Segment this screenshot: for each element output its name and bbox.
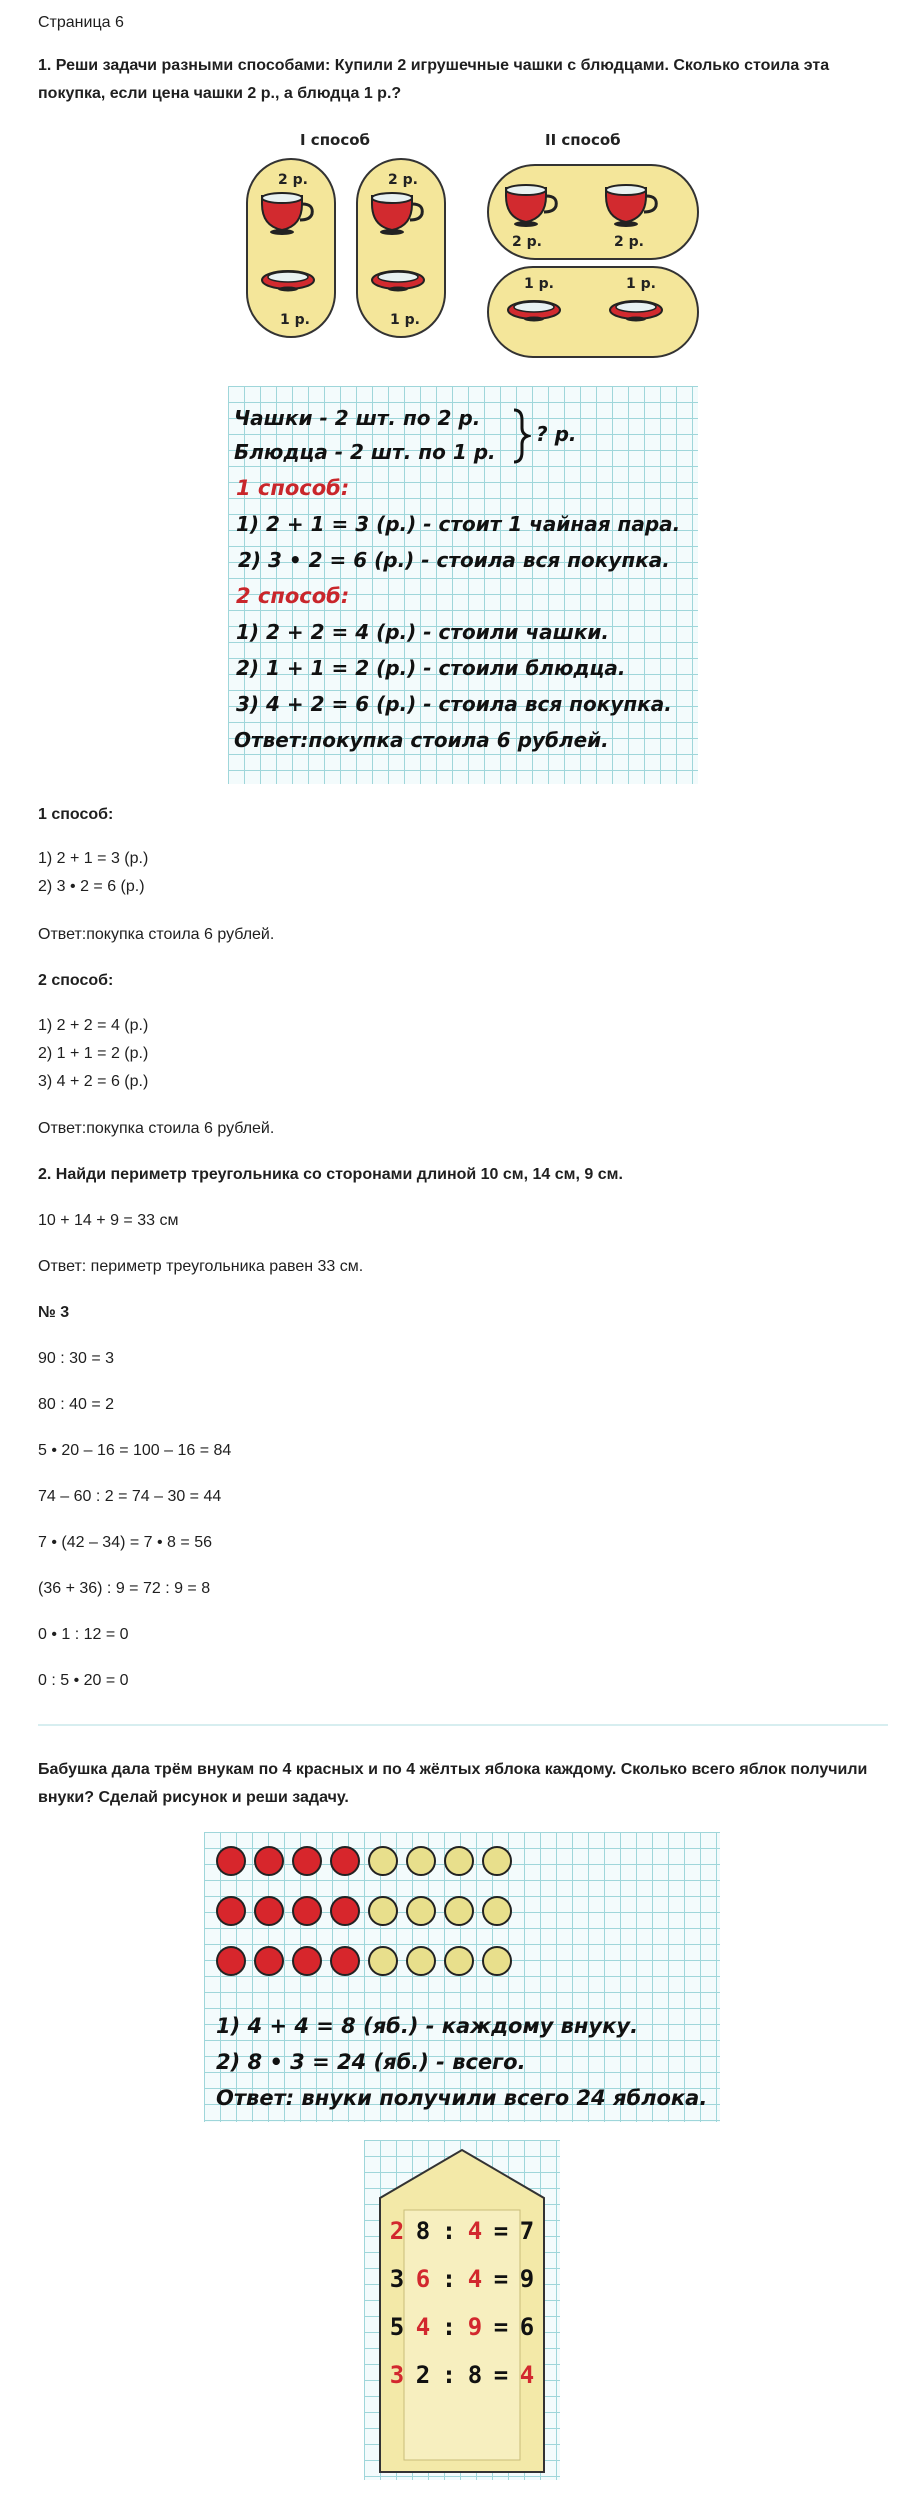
task1-question: 1. Реши задачи разными способами: Купили 2 игрушечные чашки с блюдцами. Сколько стоила эта покупка, если цена чашки 2 р., а блюдца 1 р.? <box>38 57 830 102</box>
red-apple-icon <box>216 1896 246 1926</box>
puzzle-cell: 7 <box>519 2217 535 2245</box>
saucer-icon <box>262 271 314 292</box>
price-label: 2 р. <box>614 234 644 250</box>
task2-answer: Ответ: периметр треугольника равен 33 см. <box>38 1258 364 1275</box>
puzzle-cell: 9 <box>467 2313 483 2341</box>
yellow-apple-icon <box>368 1946 398 1976</box>
apples-notebook <box>204 1832 720 2122</box>
puzzle-cell: 8 <box>415 2217 431 2245</box>
puzzle-cell: 4 <box>415 2313 431 2341</box>
puzzle-cell: 2 <box>389 2217 405 2245</box>
task2-question: 2. Найди периметр треугольника со сторонами длиной 10 см, 14 см, 9 см. <box>38 1166 623 1183</box>
notebook-answer: Ответ:покупка стоила 6 рублей. <box>234 728 609 752</box>
notebook-way1-title: 1 способ: <box>236 476 350 500</box>
puzzle-cell: 4 <box>467 2217 483 2245</box>
way2-line: 1) 2 + 2 = 4 (р.) <box>38 1017 149 1034</box>
puzzle-cell: 8 <box>467 2361 483 2389</box>
picture-label-way2: II способ <box>545 131 621 149</box>
red-apple-icon <box>216 1846 246 1876</box>
picture-label-way1: I способ <box>300 131 371 149</box>
task3-line: 7 • (42 – 34) = 7 • 8 = 56 <box>38 1534 212 1551</box>
puzzle-cell: = <box>493 2361 509 2389</box>
cup-icon <box>506 185 556 227</box>
brace-icon <box>511 408 531 464</box>
saucer-icon <box>610 301 662 322</box>
notebook-line: 2) 1 + 1 = 2 (р.) - стоили блюдца. <box>236 656 626 680</box>
red-apple-icon <box>330 1946 360 1976</box>
notebook-solution <box>228 386 698 784</box>
way1-line: 2) 3 • 2 = 6 (р.) <box>38 878 145 895</box>
puzzle-cell: : <box>441 2265 457 2293</box>
puzzle-cell: 6 <box>415 2265 431 2293</box>
task4-answer: Ответ: внуки получили всего 24 яблока. <box>216 2086 708 2110</box>
cups-drawing <box>0 0 924 380</box>
red-apple-icon <box>216 1946 246 1976</box>
puzzle-cell: 3 <box>389 2361 405 2389</box>
notebook-line: 3) 4 + 2 = 6 (р.) - стоила вся покупка. <box>236 692 672 716</box>
yellow-apple-icon <box>444 1896 474 1926</box>
puzzle-cell: = <box>493 2313 509 2341</box>
puzzle-cell: 6 <box>519 2313 535 2341</box>
price-label: 2 р. <box>388 172 418 188</box>
saucer-icon <box>508 301 560 322</box>
task2-solution: 10 + 14 + 9 = 33 см <box>38 1212 179 1229</box>
yellow-apple-icon <box>444 1846 474 1876</box>
price-label: 1 р. <box>390 312 420 328</box>
puzzle-cell: 2 <box>415 2361 431 2389</box>
red-apple-icon <box>292 1896 322 1926</box>
notebook-line-saucers: Блюдца - 2 шт. по 1 р. <box>234 440 496 464</box>
way2-answer: Ответ:покупка стоила 6 рублей. <box>38 1120 275 1137</box>
price-label: 2 р. <box>278 172 308 188</box>
red-apple-icon <box>254 1946 284 1976</box>
red-apple-icon <box>292 1846 322 1876</box>
task3-line: 0 : 5 • 20 = 0 <box>38 1672 129 1689</box>
saucer-icon <box>372 271 424 292</box>
section-divider <box>38 1724 888 1726</box>
notebook-line: 2) 3 • 2 = 6 (р.) - стоила вся покупка. <box>238 548 670 572</box>
task3-line: 5 • 20 – 16 = 100 – 16 = 84 <box>38 1442 232 1459</box>
yellow-apple-icon <box>482 1896 512 1926</box>
yellow-apple-icon <box>406 1896 436 1926</box>
puzzle-cell: 4 <box>519 2361 535 2389</box>
puzzle-cell: 3 <box>389 2265 405 2293</box>
task3-line: 0 • 1 : 12 = 0 <box>38 1626 129 1643</box>
cup-icon <box>262 193 312 235</box>
price-label: 1 р. <box>626 276 656 292</box>
notebook-line: 1) 2 + 1 = 3 (р.) - стоит 1 чайная пара. <box>236 512 681 536</box>
puzzle-cell: : <box>441 2313 457 2341</box>
puzzle-cell: 9 <box>519 2265 535 2293</box>
task3-line: 80 : 40 = 2 <box>38 1396 115 1413</box>
notebook-line-cups: Чашки - 2 шт. по 2 р. <box>234 406 481 430</box>
price-label: 1 р. <box>280 312 310 328</box>
price-label: 2 р. <box>512 234 542 250</box>
yellow-apple-icon <box>406 1946 436 1976</box>
way2-line: 2) 1 + 1 = 2 (р.) <box>38 1045 149 1062</box>
puzzle-cell: : <box>441 2217 457 2245</box>
notebook-way2-title: 2 способ: <box>236 584 350 608</box>
way1-answer: Ответ:покупка стоила 6 рублей. <box>38 926 275 943</box>
yellow-apple-icon <box>368 1896 398 1926</box>
yellow-apple-icon <box>482 1946 512 1976</box>
way2-title: 2 способ: <box>38 972 114 989</box>
way2-line: 3) 4 + 2 = 6 (р.) <box>38 1073 149 1090</box>
task4-question: Бабушка дала трём внукам по 4 красных и по 4 жёлтых яблока каждому. Сколько всего яблок получили внуки? Сделай рисунок и реши задачу. <box>38 1761 868 1806</box>
notebook-line: 1) 2 + 2 = 4 (р.) - стоили чашки. <box>236 620 609 644</box>
puzzle-cell: 5 <box>389 2313 405 2341</box>
task3-line: 90 : 30 = 3 <box>38 1350 115 1367</box>
yellow-apple-icon <box>368 1846 398 1876</box>
price-label: 1 р. <box>524 276 554 292</box>
yellow-apple-icon <box>444 1946 474 1976</box>
puzzle-cell: 4 <box>467 2265 483 2293</box>
task4-line1: 1) 4 + 4 = 8 (яб.) - каждому внуку. <box>216 2014 639 2038</box>
cup-icon <box>606 185 656 227</box>
house-notebook <box>364 2140 560 2480</box>
task3-line: 74 – 60 : 2 = 74 – 30 = 44 <box>38 1488 222 1505</box>
red-apple-icon <box>292 1946 322 1976</box>
page-heading: Страница 6 <box>38 14 124 31</box>
task4-line2: 2) 8 • 3 = 24 (яб.) - всего. <box>216 2050 526 2074</box>
red-apple-icon <box>254 1846 284 1876</box>
puzzle-cell: : <box>441 2361 457 2389</box>
task3-title: № 3 <box>38 1304 70 1321</box>
task3-line: (36 + 36) : 9 = 72 : 9 = 8 <box>38 1580 211 1597</box>
red-apple-icon <box>254 1896 284 1926</box>
yellow-apple-icon <box>482 1846 512 1876</box>
house-icon <box>364 2140 560 2480</box>
way1-title: 1 способ: <box>38 806 114 823</box>
puzzle-cell: = <box>493 2217 509 2245</box>
red-apple-icon <box>330 1896 360 1926</box>
puzzle-cell: = <box>493 2265 509 2293</box>
yellow-apple-icon <box>406 1846 436 1876</box>
red-apple-icon <box>330 1846 360 1876</box>
cup-icon <box>372 193 422 235</box>
notebook-question-mark: ? р. <box>536 422 577 446</box>
way1-line: 1) 2 + 1 = 3 (р.) <box>38 850 149 867</box>
